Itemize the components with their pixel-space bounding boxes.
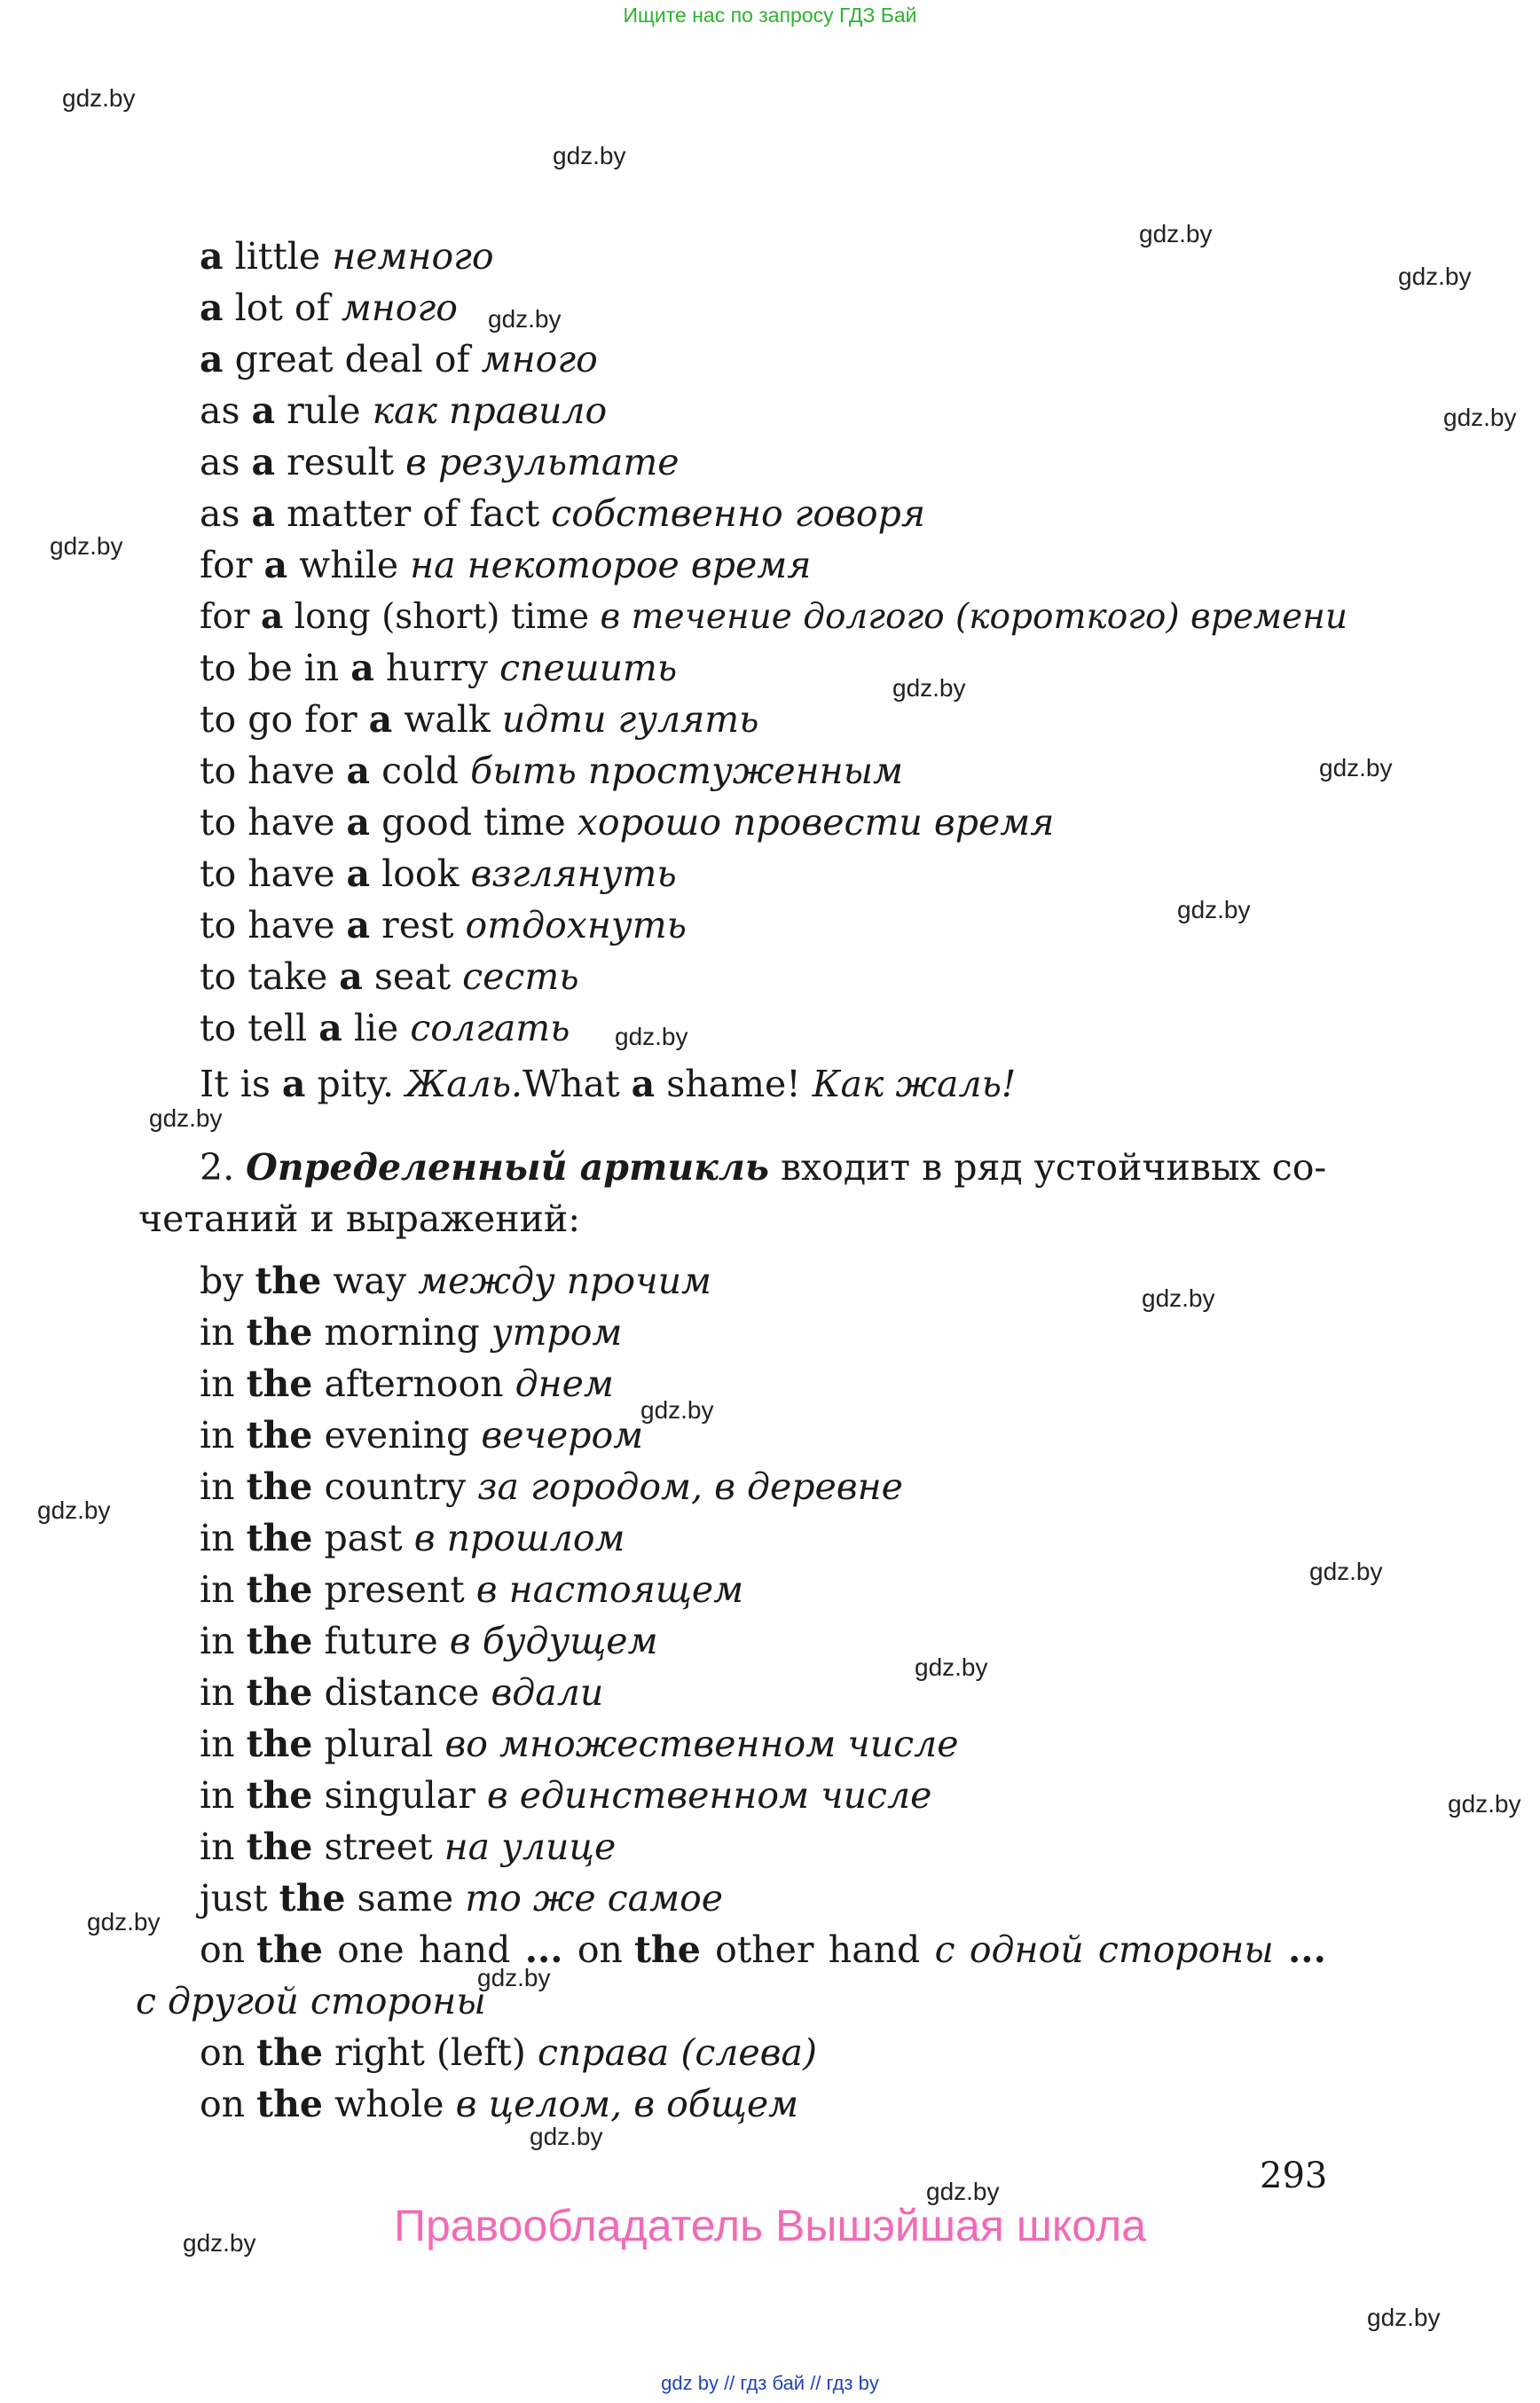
watermark: gdz.by — [477, 1964, 551, 1991]
phrase-line: in the country за городом, в деревне — [200, 1465, 903, 1508]
phrase-line: on the whole в целом, в общем — [200, 2083, 799, 2125]
phrase-line: to have a cold быть простуженным — [200, 750, 904, 792]
phrase-line: as a result в результате — [200, 441, 680, 483]
watermark: gdz.by — [37, 1496, 111, 1524]
watermark: gdz.by — [149, 1104, 223, 1132]
page-number: 293 — [1260, 2156, 1328, 2196]
paragraph-text: входит в ряд устойчивых со- — [768, 1146, 1327, 1189]
phrase-line: in the distance вдали — [200, 1671, 604, 1714]
phrase-line: in the evening вечером — [200, 1414, 644, 1457]
phrase-line: a lot of много — [200, 287, 458, 329]
watermark: gdz.by — [50, 532, 123, 560]
watermark: gdz.by — [1443, 404, 1517, 431]
phrase-line: just the same то же самое — [200, 1877, 724, 1920]
watermark: gdz.by — [1448, 1790, 1521, 1818]
phrase-line: to have a look взглянуть — [200, 852, 677, 895]
phrase-line: to go for a walk идти гулять — [200, 698, 759, 741]
phrase-line: in the plural во множественном числе — [200, 1723, 959, 1765]
phrase-line: to have a good time хорошо провести время — [200, 801, 1055, 844]
watermark: gdz.by — [87, 1908, 161, 1936]
watermark: gdz.by — [915, 1653, 988, 1681]
phrase-line: to tell a lie солгать — [200, 1007, 570, 1049]
phrase-line: in the present в настоящем — [200, 1568, 744, 1611]
watermark: gdz.by — [530, 2123, 603, 2150]
paragraph-heading: Определенный артикль — [246, 1146, 769, 1189]
phrase-line: for a long (short) time в течение долгого (короткого) времени — [200, 596, 1348, 637]
phrase-line: a great deal of много — [200, 338, 598, 381]
watermark: gdz.by — [1319, 754, 1393, 781]
watermark: gdz.by — [553, 142, 626, 169]
phrase-line: in the past в прошлом — [200, 1517, 625, 1559]
phrase-line: in the afternoon днем — [200, 1362, 614, 1405]
phrase-line: to have a rest отдохнуть — [200, 904, 687, 946]
watermark: gdz.by — [1398, 263, 1472, 290]
watermark: gdz.by — [640, 1396, 714, 1424]
phrase-line: as a matter of fact собственно говоря — [200, 492, 926, 535]
phrase-line: for a while на некоторое время — [200, 544, 812, 586]
phrase-line: in the morning утром — [200, 1311, 623, 1354]
pity-line: It is a pity. Жаль.What a shame! Как жаль! — [200, 1063, 1017, 1105]
phrase-line: to be in a hurry спешить — [200, 647, 678, 689]
watermark: gdz.by — [488, 305, 562, 333]
watermark: gdz.by — [183, 2229, 256, 2257]
paragraph-number: 2. — [200, 1146, 247, 1189]
phrase-line: on the right (left) справа (слева) — [200, 2031, 817, 2074]
watermark: gdz.by — [1142, 1284, 1215, 1312]
watermark: gdz.by — [892, 674, 966, 702]
watermark: gdz.by — [1367, 2304, 1441, 2331]
paragraph-text: четаний и выражений: — [138, 1198, 581, 1240]
top-banner[interactable]: Ищите нас по запросу ГДЗ Бай — [623, 4, 917, 27]
watermark: gdz.by — [1139, 220, 1213, 247]
phrase-line: to take a seat сесть — [200, 955, 579, 998]
phrase-line: in the street на улице — [200, 1826, 617, 1868]
watermark: gdz.by — [615, 1023, 688, 1050]
phrase-line: as a rule как правило — [200, 389, 608, 432]
phrase-line: in the future в будущем — [200, 1620, 658, 1662]
watermark: gdz.by — [1177, 896, 1251, 923]
hand-line: on the one hand ... on the other hand с одной стороны ... — [200, 1928, 1326, 1971]
footer-links[interactable]: gdz by // гдз бай // гдз by — [661, 2372, 879, 2394]
watermark: gdz.by — [62, 84, 136, 112]
watermark: gdz.by — [1309, 1558, 1383, 1585]
copyright-notice: Правообладатель Вышэйшая школа — [394, 2201, 1146, 2250]
hand-line-continuation: с другой стороны — [136, 1980, 486, 2022]
phrase-line: a little немного — [200, 235, 494, 278]
phrase-line: in the singular в единственном числе — [200, 1774, 932, 1817]
watermark: gdz.by — [926, 2178, 1000, 2205]
paragraph-definite-article — [138, 1142, 1327, 1245]
phrase-line: by the way между прочим — [200, 1260, 711, 1302]
